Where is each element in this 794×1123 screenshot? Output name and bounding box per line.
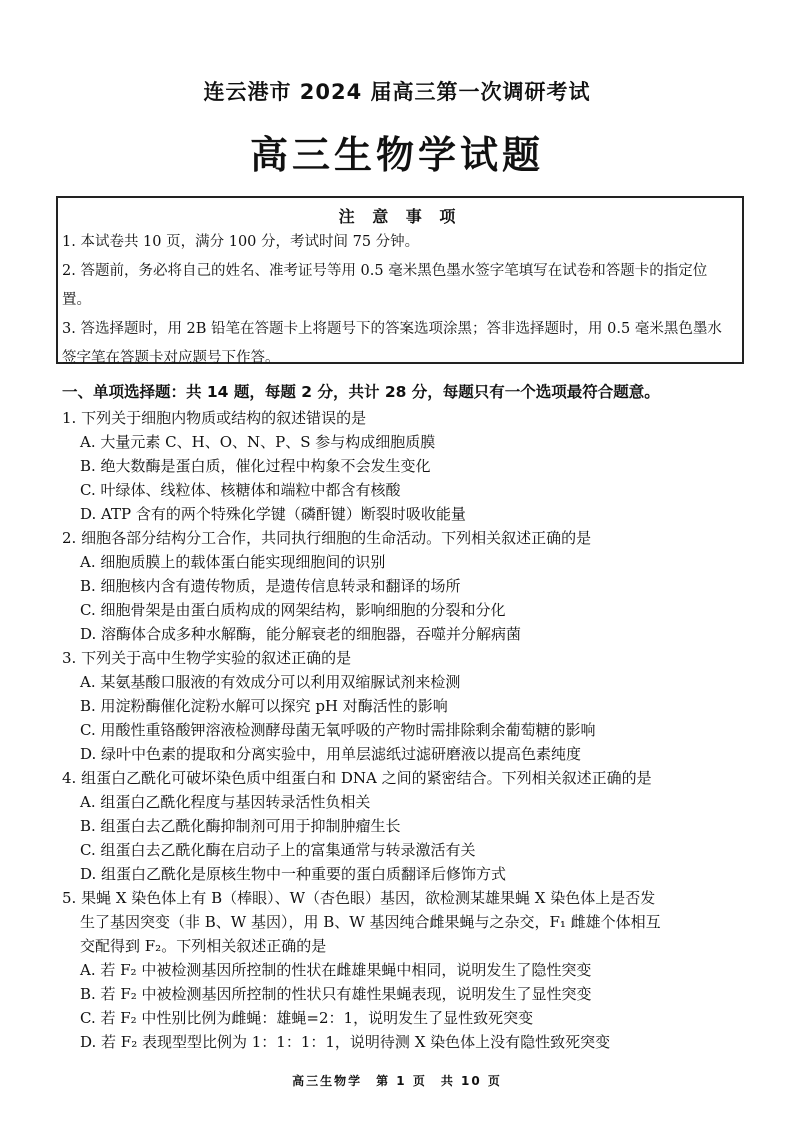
question-option: B. 用淀粉酶催化淀粉水解可以探究 pH 对酶活性的影响 bbox=[80, 697, 448, 715]
question-option: D. 若 F₂ 表现型型比例为 1：1：1：1，说明待测 X 染色体上没有隐性致死突变 bbox=[80, 1033, 611, 1051]
question-option: C. 组蛋白去乙酰化酶在启动子上的富集通常与转录激活有关 bbox=[80, 841, 476, 859]
question-option: C. 叶绿体、线粒体、核糖体和端粒中都含有核酸 bbox=[80, 481, 401, 499]
question-option: A. 组蛋白乙酰化程度与基因转录活性负相关 bbox=[80, 793, 371, 811]
question-option: A. 大量元素 C、H、O、N、P、S 参与构成细胞质膜 bbox=[80, 433, 436, 451]
question-1 bbox=[62, 406, 742, 526]
question-stem-line: 5. 果蝇 X 染色体上有 B（棒眼）、W（杏色眼）基因，欲检测某雄果蝇 X 染色体上是否发 bbox=[62, 889, 656, 907]
question-stem: 3. 下列关于高中生物学实验的叙述正确的是 bbox=[62, 649, 352, 667]
notice-box bbox=[56, 196, 744, 364]
question-stem: 1. 下列关于细胞内物质或结构的叙述错误的是 bbox=[62, 409, 367, 427]
notice-item: 1. 本试卷共 10 页，满分 100 分，考试时间 75 分钟。 bbox=[62, 234, 420, 250]
notice-item: 2. 答题前，务必将自己的姓名、准考证号等用 0.5 毫米黑色墨水签字笔填写在试卷和答题卡的指定位置。 bbox=[62, 263, 708, 308]
question-stem-line: 交配得到 F₂。下列相关叙述正确的是 bbox=[80, 937, 327, 955]
question-stem: 4. 组蛋白乙酰化可破坏染色质中组蛋白和 DNA 之间的紧密结合。下列相关叙述正确的是 bbox=[62, 769, 652, 787]
question-option: A. 某氨基酸口服液的有效成分可以利用双缩脲试剂来检测 bbox=[80, 673, 461, 691]
question-option: A. 若 F₂ 中被检测基因所控制的性状在雌雄果蝇中相同，说明发生了隐性突变 bbox=[80, 961, 592, 979]
section-header: 一、单项选择题：共 14 题，每题 2 分，共计 28 分，每题只有一个选项最符合题意。 bbox=[62, 383, 660, 401]
question-option: C. 细胞骨架是由蛋白质构成的网架结构，影响细胞的分裂和分化 bbox=[80, 601, 506, 619]
question-option: D. 绿叶中色素的提取和分离实验中，用单层滤纸过滤研磨液以提高色素纯度 bbox=[80, 745, 582, 763]
question-2 bbox=[62, 526, 742, 646]
question-option: D. 组蛋白乙酰化是原核生物中一种重要的蛋白质翻译后修饰方式 bbox=[80, 865, 507, 883]
question-option: B. 组蛋白去乙酰化酶抑制剂可用于抑制肿瘤生长 bbox=[80, 817, 401, 835]
question-option: D. 溶酶体合成多种水解酶，能分解衰老的细胞器，吞噬并分解病菌 bbox=[80, 625, 522, 643]
question-4 bbox=[62, 766, 742, 886]
question-3 bbox=[62, 646, 742, 766]
question-option: B. 细胞核内含有遗传物质，是遗传信息转录和翻译的场所 bbox=[80, 577, 461, 595]
question-stem-line: 生了基因突变（非 B、W 基因），用 B、W 基因纯合雌果蝇与之杂交，F₁ 雌雄个体相互 bbox=[80, 913, 661, 931]
notice-heading: 注 意 事 项 bbox=[338, 207, 462, 226]
question-option: B. 绝大数酶是蛋白质，催化过程中构象不会发生变化 bbox=[80, 457, 431, 475]
question-stem: 2. 细胞各部分结构分工合作，共同执行细胞的生命活动。下列相关叙述正确的是 bbox=[62, 529, 592, 547]
question-option: B. 若 F₂ 中被检测基因所控制的性状只有雄性果蝇表现，说明发生了显性突变 bbox=[80, 985, 592, 1003]
exam-title: 连云港市 2024 届高三第一次调研考试 bbox=[203, 80, 591, 104]
question-option: D. ATP 含有的两个特殊化学键（磷酐键）断裂时吸收能量 bbox=[80, 505, 466, 523]
question-option: C. 用酸性重铬酸钾溶液检测酵母菌无氧呼吸的产物时需排除剩余葡萄糖的影响 bbox=[80, 721, 596, 739]
question-option: A. 细胞质膜上的载体蛋白能实现细胞间的识别 bbox=[80, 553, 386, 571]
question-option: C. 若 F₂ 中性别比例为雌蝇：雄蝇=2：1，说明发生了显性致死突变 bbox=[80, 1009, 534, 1027]
question-5 bbox=[62, 886, 742, 1054]
notice-item: 3. 答选择题时，用 2B 铅笔在答题卡上将题号下的答案选项涂黑；答非选择题时，用 0.5 毫米黑色墨水签字笔在答题卡对应题号下作答。 bbox=[62, 321, 722, 366]
subject-title: 高三生物学试题 bbox=[249, 133, 544, 177]
page-footer: 高三生物学 第 1 页 共 10 页 bbox=[292, 1074, 502, 1088]
question-list bbox=[62, 406, 742, 1054]
